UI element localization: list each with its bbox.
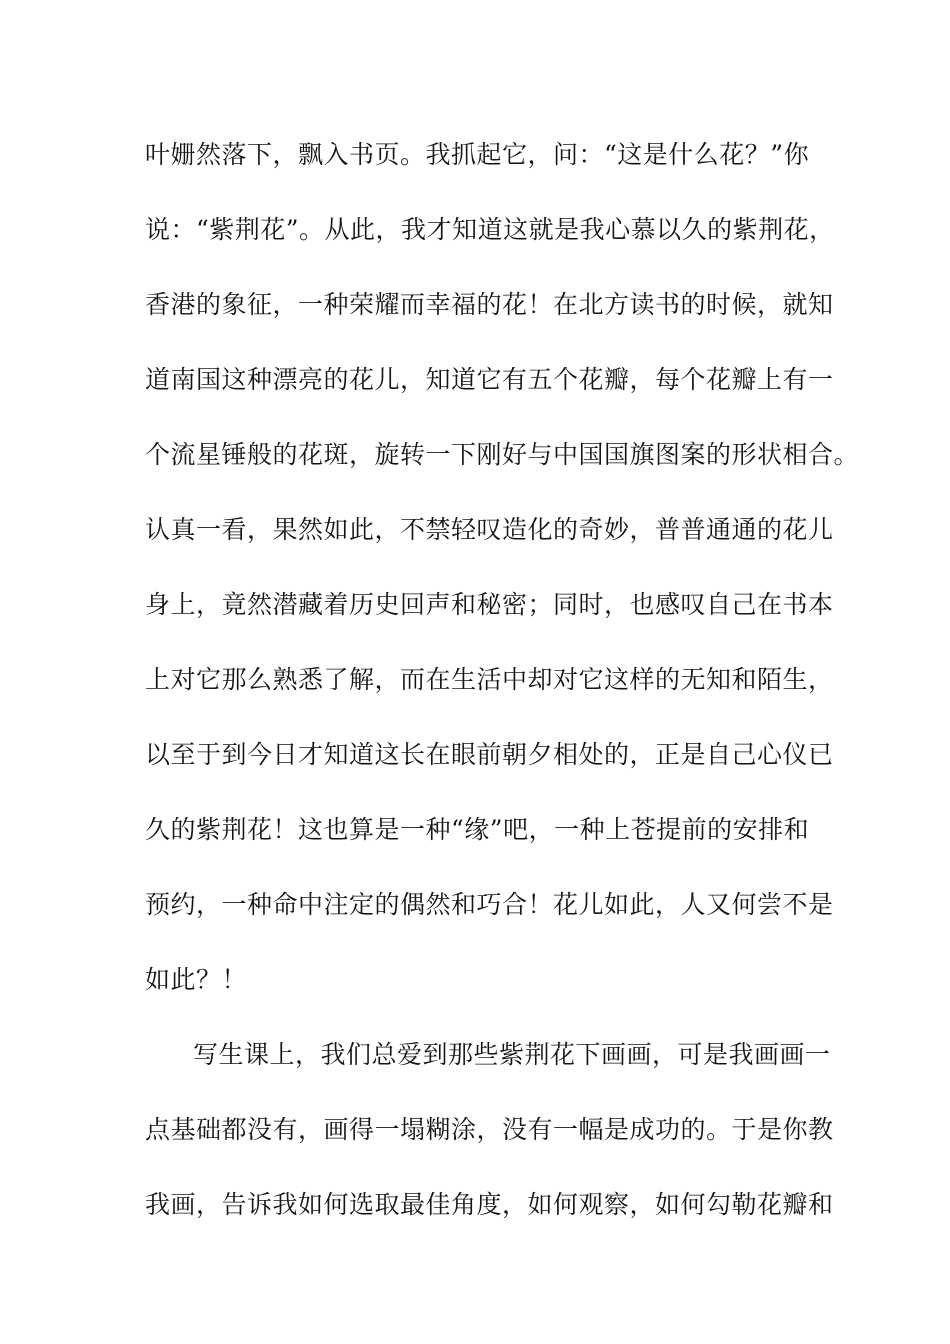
text-line: 香港的象征，一种荣耀而幸福的花！在北方读书的时候，就知 (145, 290, 834, 319)
text-line: 久的紫荆花！这也算是一种“缘”吧，一种上苍提前的安排和 (145, 815, 810, 844)
text-line: 上对它那么熟悉了解，而在生活中却对它这样的无知和陌生， (145, 665, 834, 694)
text-line: 认真一看，果然如此，不禁轻叹造化的奇妙，普普通通的花儿 (145, 515, 834, 544)
text-line: 道南国这种漂亮的花儿，知道它有五个花瓣，每个花瓣上有一 (145, 365, 834, 394)
text-line: 身上，竟然潜藏着历史回声和秘密；同时，也感叹自己在书本 (145, 590, 834, 619)
paragraph-start-line: 写生课上，我们总爱到那些紫荆花下画画，可是我画画一 (193, 1040, 831, 1069)
text-line: 点基础都没有，画得一塌糊涂，没有一幅是成功的。于是你教 (145, 1115, 834, 1144)
text-line: 叶姗然落下，飘入书页。我抓起它，问：“这是什么花？”你 (145, 140, 810, 169)
text-line: 说：“紫荆花”。从此，我才知道这就是我心慕以久的紫荆花， (145, 215, 835, 244)
text-line: 预约，一种命中注定的偶然和巧合！花儿如此，人又何尝不是 (145, 890, 834, 919)
text-line: 个流星锤般的花斑，旋转一下刚好与中国国旗图案的形状相合。 (145, 440, 860, 469)
text-line: 以至于到今日才知道这长在眼前朝夕相处的，正是自己心仪已 (145, 740, 834, 769)
text-line: 我画，告诉我如何选取最佳角度，如何观察，如何勾勒花瓣和 (145, 1190, 834, 1219)
text-line: 如此？！ (145, 965, 248, 994)
